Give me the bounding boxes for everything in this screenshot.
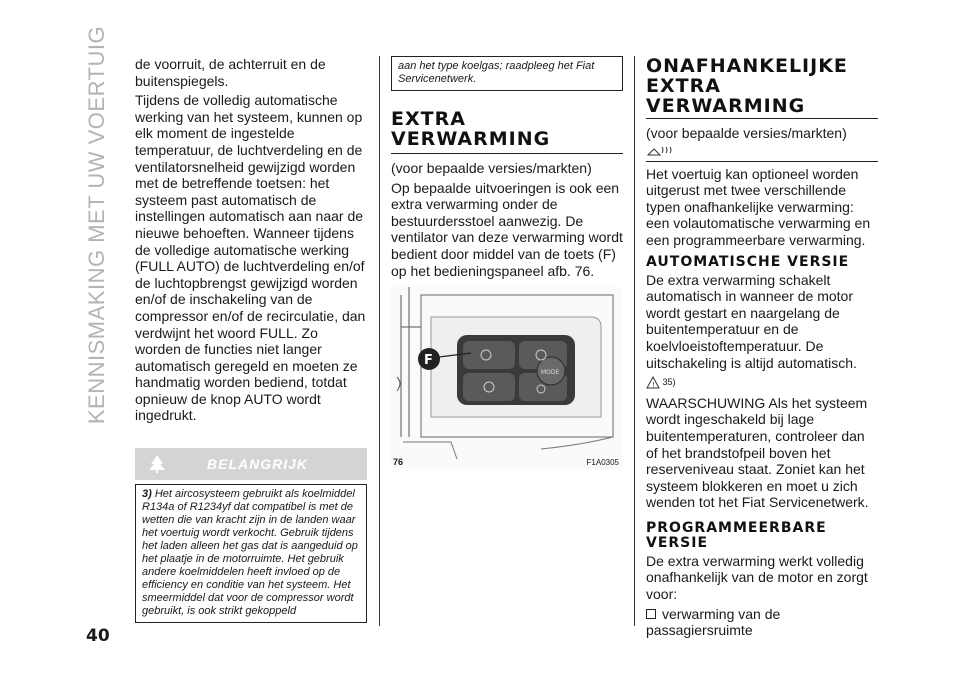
- paragraph: De extra verwarming schakelt automatisch in wanneer de motor wordt gestart en naargelang de buitentemperatuur en de koelvloeistoftemperatuur. De uitschakeling is altijd automatisch.: [646, 271, 857, 371]
- note-text: Het aircosysteem gebruikt als koelmiddel R134a of R1234yf dat compatibel is met de wetten die van kracht zijn in de landen waar het voertuig wordt verkocht. Gebruik tijdens het laden alleen het gas dat is aangeduid op het plaatje in de motorruimte. Het gebruik andere koelmiddelen heeft invloed op de efficiency en conditie van het systeem. Het smeermiddel dat voor de compressor wordt gebruikt, is ook strikt gekoppeld: [142, 488, 358, 618]
- figure-76: [391, 287, 623, 469]
- section-heading: ONAFHANKELIJKE EXTRA VERWARMING: [646, 56, 878, 119]
- note-box-continued: [391, 56, 623, 91]
- paragraph: De extra verwarming werkt volledig onafhankelijk van de motor en zorgt voor:: [646, 552, 868, 603]
- figure-code: F1A0305: [586, 458, 619, 468]
- page-number: 40: [86, 626, 110, 646]
- figure-number: 76: [393, 457, 404, 468]
- column-2: [391, 56, 623, 469]
- note-number: 3): [142, 488, 152, 501]
- bullet-item: verwarming van de passagiersruimte: [646, 605, 781, 639]
- note-text: aan het type koelgas; raadpleeg het Fiat Servicenetwerk.: [398, 60, 595, 85]
- tree-icon: [147, 454, 167, 474]
- paragraph: WAARSCHUWING Als het systeem wordt ingeschakeld bij lage buitentemperaturen, controleer dan of het brandstofpeil boven het reserveniveau staat. Zoniet kan het systeem blokkeren en moet u zich wenden tot het Fiat Servicenetwerk.: [646, 394, 869, 511]
- mode-label: MODE: [541, 369, 560, 377]
- control-panel-illustration: [391, 287, 623, 469]
- paragraph: de voorruit, de achterruit en de buitenspiegels.: [135, 56, 326, 89]
- paragraph: Tijdens de volledig automatische werking van het systeem, kunnen op elk moment de ingestelde temperatuur, de luchtverdeling en de ventilatorsnelheid gewijzigd worden met de betreffende toetsen: het systeem past automatisch de instellingen automatisch aan naar de nieuwe behoeften. Wanneer tijdens de volledige automatische werking (FULL AUTO) de luchtverdeling en/of de luchtopbrengst gewijzigd worden en/of de inschakeling van de compressor en/of de recirculatie, dan verdwijnt het woord FULL. Zo worden de functies niet langer automatisch geregeld en moeten ze handmatig worden bediend, totdat opnieuw de knop AUTO wordt ingedrukt.: [135, 92, 366, 424]
- note-box: [135, 484, 367, 623]
- callout-label-F: F: [424, 353, 433, 369]
- paragraph: Op bepaalde uitvoeringen is ook een extra verwarming onder de bestuurdersstoel aanwezig. De ventilator van deze verwarming wordt bedient door middel van de toets (F) op het bedieningspaneel afb. 76.: [391, 179, 623, 279]
- reference: [646, 374, 878, 391]
- svg-text:!: !: [652, 380, 655, 389]
- column-divider: [634, 56, 635, 626]
- bullet-icon: [646, 609, 656, 619]
- side-chapter-title: KENNISMAKING MET UW VOERTUIG: [84, 25, 109, 425]
- column-1: [135, 56, 367, 623]
- subsection-heading: AUTOMATISCHE VERSIE: [646, 253, 850, 270]
- paragraph: (voor bepaalde versies/markten): [646, 125, 847, 141]
- important-banner: [135, 448, 367, 480]
- section-heading: EXTRA VERWARMING: [391, 109, 623, 154]
- paragraph: Het voertuig kan optioneel worden uitgerust met twee verschillende typen onafhankelijke verwarming: een volautomatische verwarming en een programmeerbare verwarming.: [646, 165, 871, 248]
- paragraph: (voor bepaalde versies/markten): [391, 160, 592, 176]
- reference-number: 35): [662, 377, 676, 388]
- icon-rule: [646, 145, 878, 162]
- subsection-heading: PROGRAMMEERBARE VERSIE: [646, 519, 827, 551]
- banner-label: BELANGRIJK: [207, 456, 309, 473]
- vehicle-heating-icon: [646, 145, 674, 159]
- column-divider: [379, 56, 380, 626]
- column-3: [646, 56, 878, 642]
- warning-icon: [646, 376, 660, 390]
